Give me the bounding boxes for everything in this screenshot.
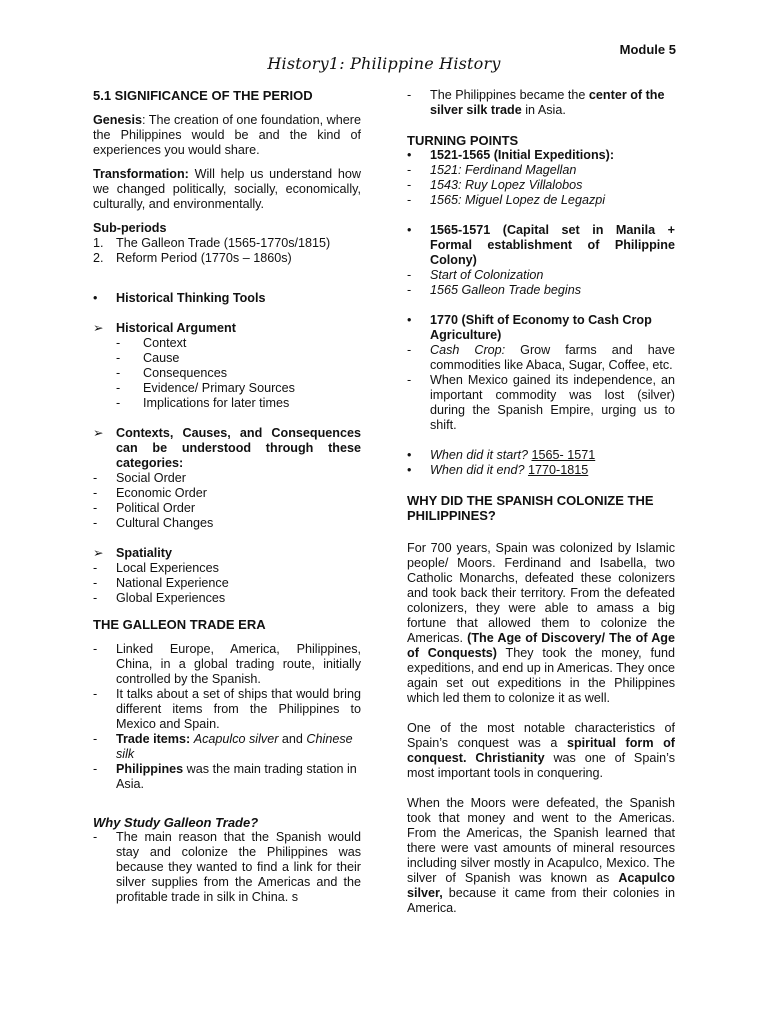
list-item: - Linked Europe, America, Philippines, China, in a global trading route, initially controlled by the Spanish. [93,642,361,686]
bullet-icon: • [407,223,412,237]
spatiality: ➢ Spatiality [93,546,172,560]
list-item: - Social Order [93,471,186,485]
list-item: - Consequences [116,366,228,380]
list-item: 2. Reform Period (1770s – 1860s) [93,251,292,265]
why-study-heading: Why Study Galleon Trade? [93,815,259,830]
list-item: - Philippines was the main trading station in Asia. [93,762,357,791]
list-item: - Cash Crop: Grow farms and have commodities like Abaca, Sugar, Coffee, etc. [407,343,676,372]
subperiods-label: Sub-periods [93,221,167,235]
list-item: - Implications for later times [116,396,290,410]
list-item: - Local Experiences [93,561,219,575]
list-item: - 1521: Ferdinand Magellan [407,163,577,177]
list-item: 1. The Galleon Trade (1565-1770s/1815) [93,236,331,250]
bullet-icon: • [407,448,412,462]
significance-heading: 5.1 SIGNIFICANCE OF THE PERIOD [93,88,313,103]
list-item: - When Mexico gained its independence, an important commodity was lost (silver) during the Spanish Empire, urging us to shift. [407,373,675,432]
transformation-label: Transformation: [93,167,189,181]
bullet-icon: • [407,148,412,162]
turning-points-heading: TURNING POINTS [407,133,519,148]
list-item: - Trade items: Acapulco silver and Chinese silk [93,732,353,761]
contexts-causes-consequences: ➢ Contexts, Causes, and Consequences can be understood through these categories: [93,426,361,470]
turning-point-3: • 1770 (Shift of Economy to Cash Crop Agriculture) [407,313,652,342]
paragraph-moors: For 700 years, Spain was colonized by Islamic people/ Moors. Ferdinand and Isabella, two Catholic Monarchs, defeated these colonizers and took back their territory. From the defeated colonizers, they were able to amass a big fortune that allowed them to colonize the Americas. (The Age of Discovery/ The of Age of Conquests) They took the money, fund expeditions, and end up in Americas. They once again set out expeditions in the Philippines which led them to colonize it as well. [407,541,675,705]
list-item: - Economic Order [93,486,207,500]
list-item: - 1543: Ruy Lopez Villalobos [407,178,583,192]
list-item: - 1565: Miguel Lopez de Legazpi [407,193,606,207]
list-item: - The main reason that the Spanish would stay and colonize the Philippines was because they wanted to find a link for their silver supplies from the Americas and the profitable trade in silk in China. s [93,830,361,904]
argument-list [93,336,361,411]
right-column [407,88,675,916]
genesis-label: Genesis [93,113,143,127]
when-start: • When did it start? 1565- 1571 [407,448,596,462]
transformation-paragraph: Transformation: Will help us understand how we changed politically, socially, economically, culturally, and environmentally. [93,167,361,211]
paragraph-silver: When the Moors were defeated, the Spanish took that money and went to the Americas. From the Americas, the Spanish learned that there were vast amounts of mineral resources including silver mostly in Acapulco, Mexico. The silver of Spanish was known as Acapulco silver, because it came from their colonies in America. [407,796,675,915]
categories-list [93,471,361,531]
turning-point-2: • 1565-1571 (Capital set in Manila + Formal establishment of Philippine Colony) [407,223,675,267]
historical-argument: ➢ Historical Argument [93,321,236,335]
bullet-icon: • [407,313,412,327]
list-item: - Start of Colonization [407,268,544,282]
bullet-icon: • [93,291,98,305]
module-label: Module 5 [619,42,676,57]
spatiality-list [93,561,361,606]
list-item: - It talks about a set of ships that would bring different items from the Philippines to Mexico and Spain. [93,687,361,731]
galleon-list [93,642,361,792]
list-item: - Cause [116,351,180,365]
list-item: - Evidence/ Primary Sources [116,381,295,395]
arrow-bullet-icon: ➢ [93,426,104,440]
arrow-bullet-icon: ➢ [93,546,104,560]
arrow-bullet-icon: ➢ [93,321,104,335]
list-item: - The Philippines became the center of the silver silk trade in Asia. [407,88,665,117]
subperiods-list [93,236,361,266]
bullet-icon: • [407,463,412,477]
paragraph-conquest: One of the most notable characteristics of Spain’s conquest was a spiritual form of conquest. Christianity was one of Spain’s most important tools in conquering. [407,721,675,780]
list-item: - Political Order [93,501,196,515]
genesis-paragraph: Genesis: The creation of one foundation, where the Philippines would be and the kind of experiences you would share. [93,113,361,157]
list-item: - Context [116,336,187,350]
list-item: - Cultural Changes [93,516,214,530]
left-column [93,88,361,905]
turning-point-1: • 1521-1565 (Initial Expeditions): [407,148,615,162]
galleon-trade-heading: THE GALLEON TRADE ERA [93,617,266,632]
historical-thinking-tools: • Historical Thinking Tools [93,291,266,305]
why-colonize-heading: WHY DID THE SPANISH COLONIZE THE PHILIPPINES? [407,493,654,523]
list-item: - National Experience [93,576,229,590]
list-item: - 1565 Galleon Trade begins [407,283,581,297]
document-title: History1: Philippine History [267,54,501,73]
when-end: • When did it end? 1770-1815 [407,463,589,477]
list-item: - Global Experiences [93,591,226,605]
